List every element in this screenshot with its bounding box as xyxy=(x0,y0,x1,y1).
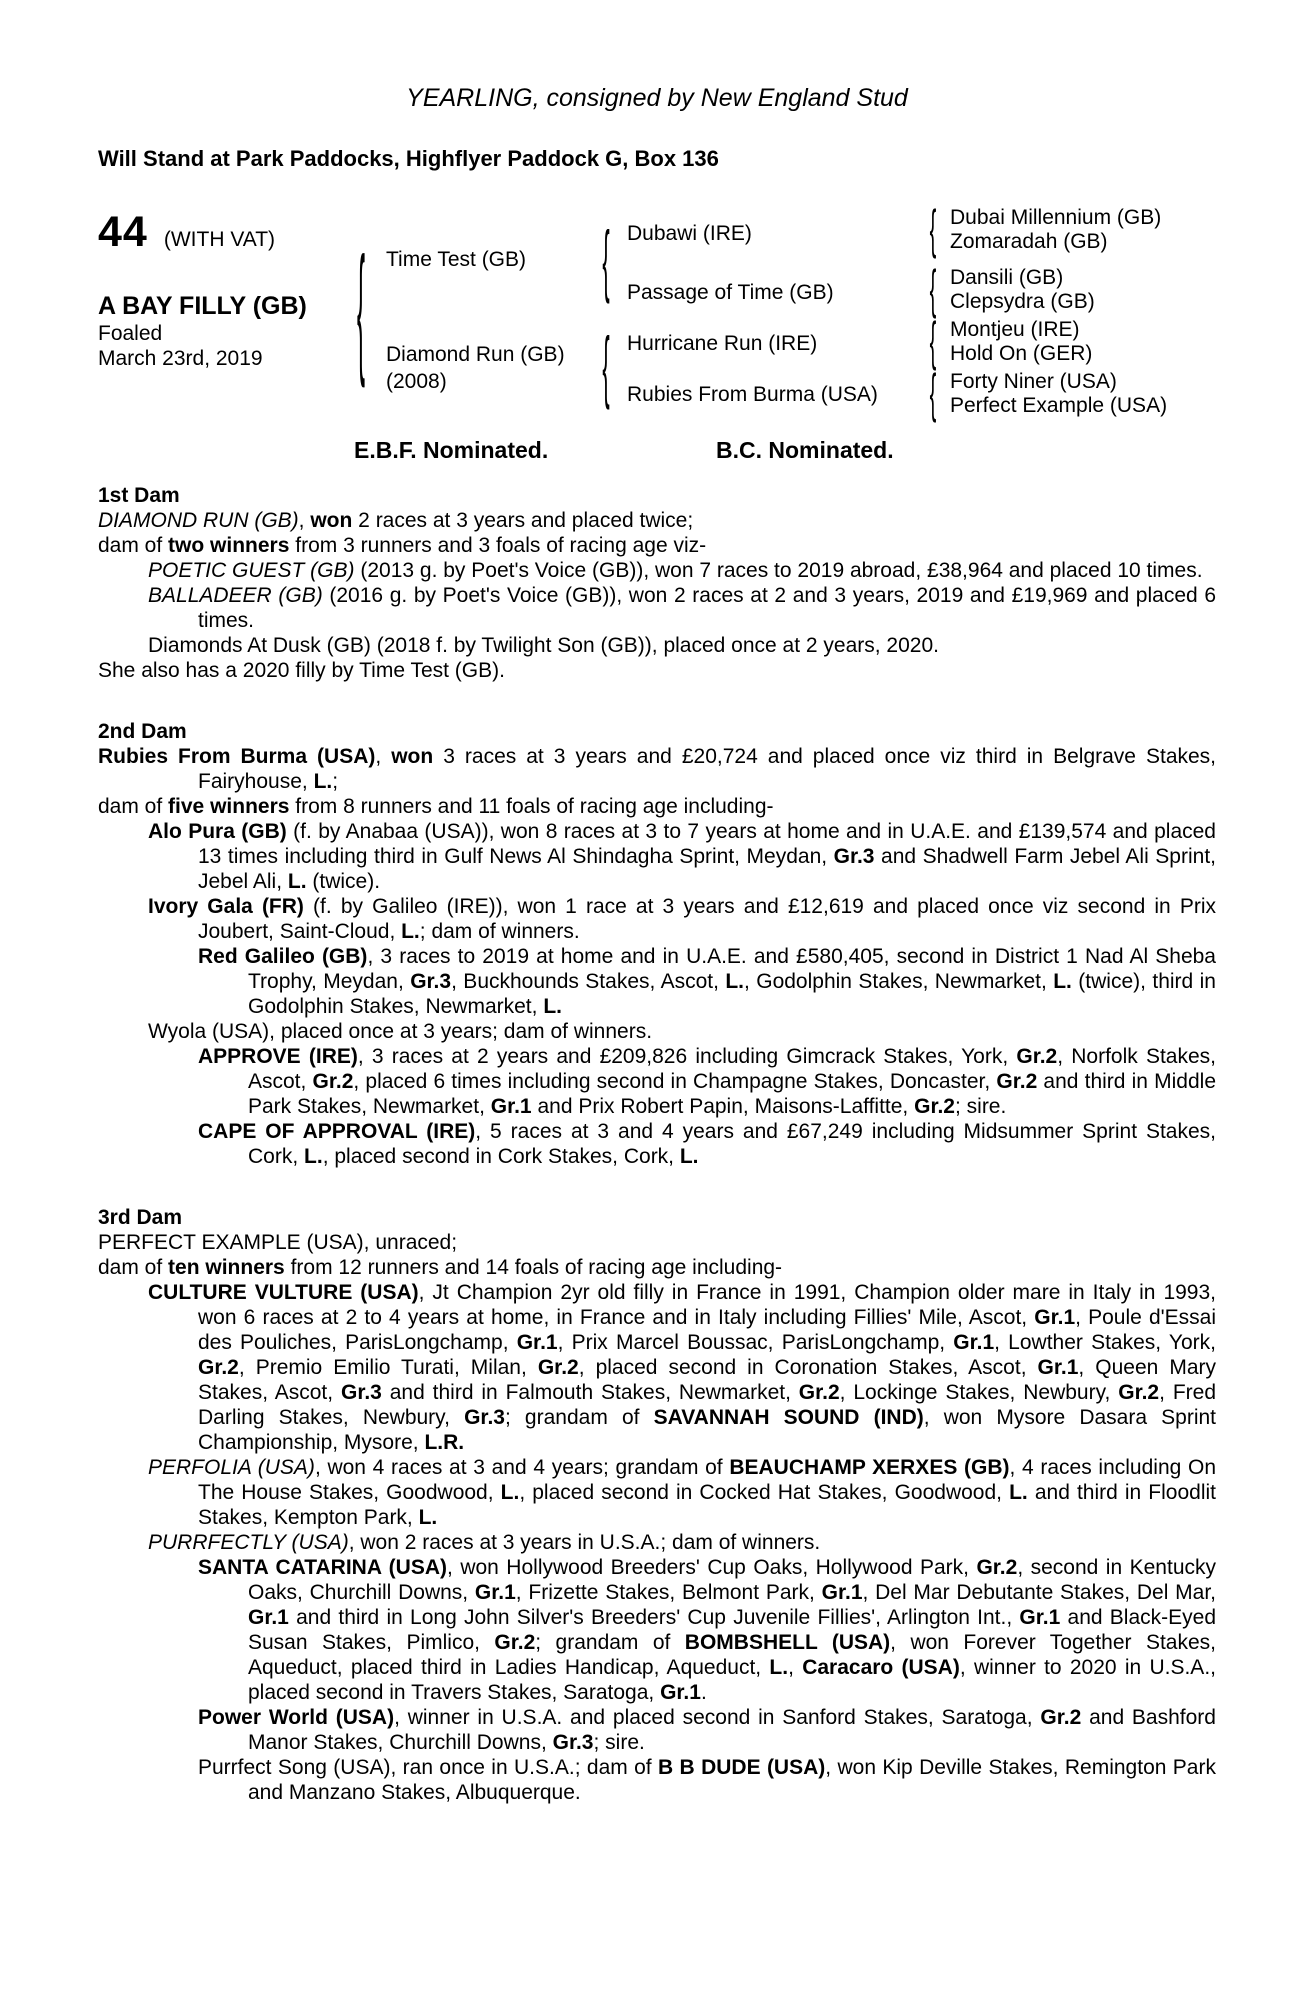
text-run: L. xyxy=(287,870,307,893)
text-run: POETIC GUEST (GB) xyxy=(148,559,355,582)
pedigree-paragraph xyxy=(148,583,1216,633)
text-run: DIAMOND RUN (GB) xyxy=(98,509,299,532)
section-title: 1st Dam xyxy=(98,484,180,507)
text-run: and Bashford Manor Stakes, Churchill Downs, xyxy=(248,1706,1216,1754)
text-run: , 5 races at 3 and 4 years and £67,249 including Midsummer Sprint Stakes, Cork, xyxy=(248,1120,1216,1168)
pedigree-great-grandparent: Zomaradah (GB) xyxy=(950,230,1108,253)
text-run: , placed second in Cocked Hat Stakes, Goodwood, xyxy=(519,1481,1010,1504)
pedigree-paragraph xyxy=(148,1530,1216,1555)
text-run: APPROVE (IRE) xyxy=(198,1045,358,1068)
text-run: Gr.2 xyxy=(1040,1706,1082,1729)
brace-icon: { xyxy=(356,231,366,390)
text-run: , Jt Champion 2yr old filly in France in 1991, Champion older mare in Italy in 1993, won 6 races at 2 to 4 years at home, in France and in Italy including Fillies' Mile, Ascot, xyxy=(198,1281,1216,1329)
pedigree-great-grandparent: Hold On (GER) xyxy=(950,342,1093,365)
pedigree-grandparent: Rubies From Burma (USA) xyxy=(627,383,878,406)
pedigree-grandparent: Hurricane Run (IRE) xyxy=(627,332,818,355)
text-run: 2 races at 3 years and placed twice; xyxy=(352,509,694,532)
text-run: Gr.2 xyxy=(1118,1381,1160,1404)
pedigree-paragraph xyxy=(198,944,1216,1019)
pedigree-dam-year: (2008) xyxy=(386,370,447,393)
text-run: Red Galileo (GB) xyxy=(198,945,368,968)
text-run: ; grandam of xyxy=(535,1631,685,1654)
text-run: and Shadwell Farm Jebel Ali Sprint, Jebel Ali, xyxy=(198,845,1216,893)
text-run: (twice). xyxy=(306,870,381,893)
text-run: , won Hollywood Breeders' Cup Oaks, Hollywood Park, xyxy=(447,1556,977,1579)
vat-note: (WITH VAT) xyxy=(163,228,276,251)
text-run: Alo Pura (GB) xyxy=(148,820,287,843)
text-run: , Norfolk Stakes, Ascot, xyxy=(248,1045,1216,1093)
foaled-date: March 23rd, 2019 xyxy=(98,347,263,370)
text-run: from 8 runners and 11 foals of racing age including- xyxy=(289,795,774,818)
pedigree-paragraph xyxy=(148,1455,1216,1530)
brace-icon: { xyxy=(929,364,937,424)
lot-number: 44 xyxy=(98,208,148,256)
text-run: L. xyxy=(313,770,333,793)
text-run: , xyxy=(788,1656,803,1679)
pedigree-grandparent: Passage of Time (GB) xyxy=(627,281,834,304)
section-title: 2nd Dam xyxy=(98,720,187,743)
text-run: Gr.3 xyxy=(340,1381,382,1404)
text-run: CULTURE VULTURE (USA) xyxy=(148,1281,419,1304)
text-run: and third in Falmouth Stakes, Newmarket, xyxy=(381,1381,799,1404)
text-run: L. xyxy=(304,1145,323,1168)
text-run: two winners xyxy=(168,534,290,557)
text-run: Gr.1 xyxy=(821,1581,863,1604)
text-run: Gr.1 xyxy=(1034,1306,1076,1329)
text-run: B B DUDE (USA) xyxy=(658,1756,826,1779)
text-run: from 12 runners and 14 foals of racing age including- xyxy=(284,1256,783,1279)
text-run: , won 4 races at 3 and 4 years; grandam of xyxy=(314,1456,730,1479)
text-run: Gr.1 xyxy=(660,1681,701,1704)
pedigree-dam: Diamond Run (GB) xyxy=(386,343,565,366)
text-run: (2013 g. by Poet's Voice (GB)), won 7 races to 2019 abroad, £38,964 and placed 10 times. xyxy=(354,559,1203,582)
pedigree-great-grandparent: Montjeu (IRE) xyxy=(950,318,1080,341)
pedigree-paragraph xyxy=(98,658,1216,683)
text-run: L. xyxy=(1053,970,1072,993)
text-run: dam of xyxy=(98,795,169,818)
pedigree-grandparent: Dubawi (IRE) xyxy=(627,222,752,245)
text-run: , xyxy=(298,509,311,532)
text-run: PERFECT EXAMPLE (USA), unraced; xyxy=(98,1231,458,1254)
text-run: PURRFECTLY (USA) xyxy=(148,1531,349,1554)
text-run: Gr.1 xyxy=(1019,1606,1061,1629)
text-run: Gr.2 xyxy=(537,1356,579,1379)
text-run: , Lowther Stakes, York, xyxy=(994,1331,1216,1354)
text-run: , won Mysore Dasara Sprint Championship, Mysore, xyxy=(198,1406,1217,1454)
text-run: ten winners xyxy=(168,1256,285,1279)
text-run: Gr.2 xyxy=(198,1356,239,1379)
text-run: Gr.3 xyxy=(464,1406,505,1429)
text-run: , 3 races at 2 years and £209,826 including Gimcrack Stakes, York, xyxy=(357,1045,1017,1068)
text-run: L.R. xyxy=(424,1431,465,1454)
text-run: , Del Mar Debutante Stakes, Del Mar, xyxy=(862,1581,1217,1604)
pedigree-sections xyxy=(98,483,1216,1805)
pedigree-paragraph xyxy=(98,794,1216,819)
text-run: Gr.3 xyxy=(833,845,875,868)
text-run: L. xyxy=(543,995,562,1018)
text-run: ; grandam of xyxy=(504,1406,654,1429)
text-run: L. xyxy=(500,1481,520,1504)
text-run: , Fred Darling Stakes, Newbury, xyxy=(198,1381,1216,1429)
text-run: BOMBSHELL (USA) xyxy=(684,1631,891,1654)
pedigree-paragraph xyxy=(198,1119,1216,1169)
text-run: Gr.2 xyxy=(312,1070,354,1093)
nomination-ebf: E.B.F. Nominated. xyxy=(354,437,549,463)
text-run: , Prix Marcel Boussac, ParisLongchamp, xyxy=(557,1331,954,1354)
text-run: , won Kip Deville Stakes, Remington Park and Manzano Stakes, Albuquerque. xyxy=(248,1756,1216,1804)
text-run: dam of xyxy=(98,1256,169,1279)
text-run: Gr.1 xyxy=(490,1095,532,1118)
text-run: and third in Middle Park Stakes, Newmarket, xyxy=(248,1070,1217,1118)
text-run: Diamonds At Dusk (GB) (2018 f. by Twilight Son (GB)), placed once at 2 years, 2020. xyxy=(148,634,939,657)
pedigree-paragraph xyxy=(198,1044,1216,1119)
consignment-title: YEARLING, consigned by New England Stud xyxy=(406,84,908,112)
text-run: Purrfect Song (USA), ran once in U.S.A.; dam of xyxy=(198,1756,658,1779)
horse-name: A BAY FILLY (GB) xyxy=(98,292,307,320)
pedigree-paragraph xyxy=(98,1255,1216,1280)
text-run: won xyxy=(391,745,434,768)
text-run: SANTA CATARINA (USA) xyxy=(198,1556,448,1579)
text-run: L. xyxy=(1009,1481,1028,1504)
text-run: Gr.1 xyxy=(953,1331,995,1354)
brace-icon: { xyxy=(602,323,610,411)
text-run: Gr.1 xyxy=(474,1581,516,1604)
text-run: dam of xyxy=(98,534,169,557)
text-run: Gr.1 xyxy=(1037,1356,1079,1379)
text-run: Gr.1 xyxy=(516,1331,558,1354)
text-run: , winner to 2020 in U.S.A., placed second in Travers Stakes, Saratoga, xyxy=(248,1656,1216,1704)
text-run: , Godolphin Stakes, Newmarket, xyxy=(744,970,1054,993)
text-run: and third in Floodlit Stakes, Kempton Park, xyxy=(198,1481,1216,1529)
text-run: , winner in U.S.A. and placed second in Sanford Stakes, Saratoga, xyxy=(394,1706,1041,1729)
pedigree-paragraph xyxy=(148,819,1216,894)
pedigree-great-grandparent: Dansili (GB) xyxy=(950,266,1064,289)
text-run: Power World (USA) xyxy=(198,1706,395,1729)
pedigree-paragraph xyxy=(148,633,1216,658)
text-run: , Buckhounds Stakes, Ascot, xyxy=(451,970,726,993)
text-run: (f. by Anabaa (USA)), won 8 races at 3 to 7 years at home and in U.A.E. and £139,574 and placed 13 times including third in Gulf News Al Shindagha Sprint, Meydan, xyxy=(198,820,1216,868)
foaled-label: Foaled xyxy=(98,322,163,345)
section-title: 3rd Dam xyxy=(98,1206,183,1229)
pedigree-paragraph xyxy=(98,533,1216,558)
brace-icon: { xyxy=(929,200,937,260)
text-run: from 3 runners and 3 foals of racing age viz- xyxy=(289,534,707,557)
text-run: SAVANNAH SOUND (IND) xyxy=(653,1406,924,1429)
text-run: Gr.3 xyxy=(552,1731,594,1754)
text-run: and third in Long John Silver's Breeders' Cup Juvenile Fillies', Arlington Int., xyxy=(288,1606,1020,1629)
text-run: , Premio Emilio Turati, Milan, xyxy=(238,1356,538,1379)
text-run: L. xyxy=(769,1656,789,1679)
text-run: BEAUCHAMP XERXES (GB) xyxy=(729,1456,1010,1479)
text-run: Gr.1 xyxy=(248,1606,289,1629)
stand-location-line: Will Stand at Park Paddocks, Highflyer Paddock G, Box 136 xyxy=(98,146,719,171)
text-run: (f. by Galileo (IRE)), won 1 race at 3 years and £12,619 and placed once viz second in Prix Joubert, Saint-Cloud, xyxy=(198,895,1216,943)
text-run: , Poule d'Essai des Pouliches, ParisLongchamp, xyxy=(198,1306,1216,1354)
brace-icon: { xyxy=(602,217,610,305)
pedigree-paragraph xyxy=(98,1230,1216,1255)
pedigree-paragraph xyxy=(148,558,1216,583)
text-run: ; sire. xyxy=(593,1731,645,1754)
text-run: , placed second in Cork Stakes, Cork, xyxy=(322,1145,680,1168)
text-run: (twice), third in Godolphin Stakes, Newmarket, xyxy=(248,970,1216,1018)
pedigree-great-grandparent: Clepsydra (GB) xyxy=(950,290,1095,313)
pedigree-paragraph xyxy=(98,508,1216,533)
text-run: Gr.3 xyxy=(410,970,452,993)
text-run: 3 races at 3 years and £20,724 and placed once viz third in Belgrave Stakes, Fairyhouse, xyxy=(198,745,1217,793)
pedigree-paragraph xyxy=(148,1280,1216,1455)
text-run: , won Forever Together Stakes, Aqueduct, placed third in Ladies Handicap, Aqueduct, xyxy=(248,1631,1216,1679)
nomination-bc: B.C. Nominated. xyxy=(716,437,894,463)
pedigree-great-grandparent: Forty Niner (USA) xyxy=(950,370,1117,393)
pedigree-paragraph xyxy=(148,894,1216,944)
text-run: , xyxy=(375,745,392,768)
pedigree-paragraph xyxy=(98,744,1216,794)
text-run: and Black-Eyed Susan Stakes, Pimlico, xyxy=(248,1606,1217,1654)
text-run: CAPE OF APPROVAL (IRE) xyxy=(198,1120,476,1143)
text-run: L. xyxy=(679,1145,699,1168)
pedigree-great-grandparent: Perfect Example (USA) xyxy=(950,394,1168,417)
text-run: Gr.2 xyxy=(976,1556,1018,1579)
pedigree-paragraph xyxy=(198,1705,1216,1755)
pedigree-great-grandparent: Dubai Millennium (GB) xyxy=(950,206,1162,229)
text-run: , Queen Mary Stakes, Ascot, xyxy=(198,1356,1216,1404)
text-run: five winners xyxy=(168,795,290,818)
brace-icon: { xyxy=(929,312,937,372)
text-run: , second in Kentucky Oaks, Churchill Downs, xyxy=(248,1556,1216,1604)
pedigree-paragraph xyxy=(198,1555,1216,1705)
text-run: , Lockinge Stakes, Newbury, xyxy=(839,1381,1119,1404)
text-run: ; sire. xyxy=(954,1095,1007,1118)
text-run: BALLADEER (GB) xyxy=(148,584,323,607)
text-run: , placed 6 times including second in Champagne Stakes, Doncaster, xyxy=(353,1070,997,1093)
text-run: Rubies From Burma (USA) xyxy=(98,745,376,768)
text-run: Wyola (USA), placed once at 3 years; dam of winners. xyxy=(148,1020,653,1043)
text-run: Gr.2 xyxy=(494,1631,536,1654)
text-run: Gr.2 xyxy=(996,1070,1038,1093)
text-run: Gr.2 xyxy=(1016,1045,1058,1068)
text-run: Ivory Gala (FR) xyxy=(148,895,304,918)
text-run: , 4 races including On The House Stakes, Goodwood, xyxy=(198,1456,1216,1504)
text-run: , won 2 races at 3 years in U.S.A.; dam of winners. xyxy=(348,1531,821,1554)
text-run: L. xyxy=(418,1506,438,1529)
text-run: She also has a 2020 filly by Time Test (GB). xyxy=(98,659,505,682)
text-run: L. xyxy=(401,920,420,943)
text-run: , placed second in Coronation Stakes, Ascot, xyxy=(578,1356,1038,1379)
pedigree-paragraph xyxy=(198,1755,1216,1805)
text-run: PERFOLIA (USA) xyxy=(148,1456,315,1479)
text-run: and Prix Robert Papin, Maisons-Laffitte, xyxy=(531,1095,915,1118)
text-run: won xyxy=(310,509,353,532)
text-run: . xyxy=(700,1681,707,1704)
text-run: ; xyxy=(332,770,339,793)
brace-icon: { xyxy=(929,260,937,320)
text-run: , 3 races to 2019 at home and in U.A.E. and £580,405, second in District 1 Nad Al Sheba Trophy, Meydan, xyxy=(248,945,1216,993)
text-run: Gr.2 xyxy=(914,1095,955,1118)
text-run: (2016 g. by Poet's Voice (GB)), won 2 races at 2 and 3 years, 2019 and £19,969 and placed 6 times. xyxy=(198,584,1217,632)
text-run: Gr.2 xyxy=(798,1381,840,1404)
text-run: L. xyxy=(725,970,744,993)
text-run: Caracaro (USA) xyxy=(802,1656,960,1679)
pedigree-sire: Time Test (GB) xyxy=(386,248,527,271)
text-run: , Frizette Stakes, Belmont Park, xyxy=(515,1581,822,1604)
lot-row xyxy=(98,208,275,257)
text-run: ; dam of winners. xyxy=(419,920,580,943)
pedigree-paragraph xyxy=(148,1019,1216,1044)
